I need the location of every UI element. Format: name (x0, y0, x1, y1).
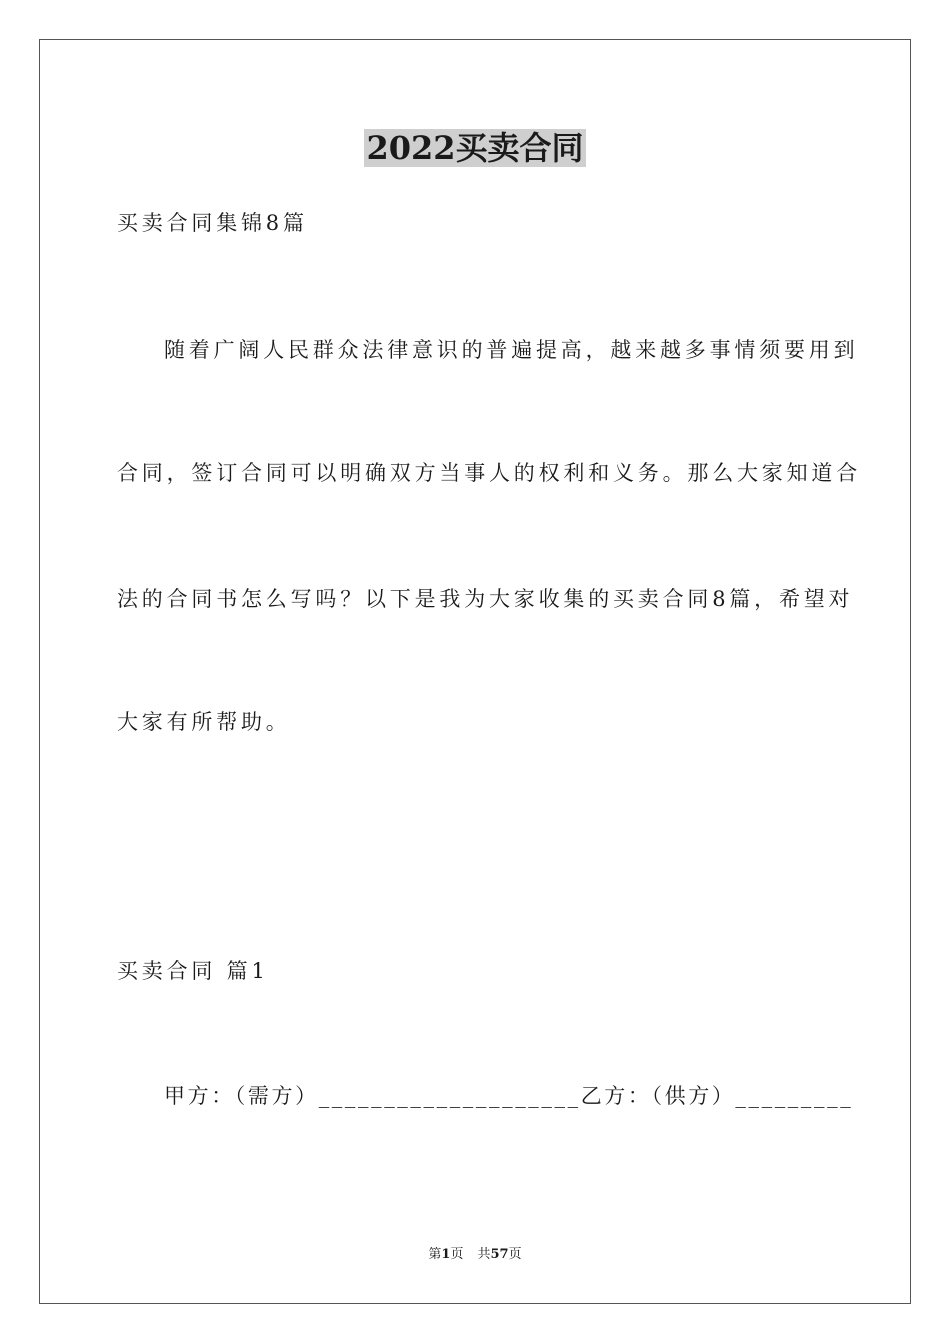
page-suffix: 页 (450, 1247, 464, 1262)
intro-line-1: 随着广阔人民群众法律意识的普遍提高，越来越多事情须要用到 (164, 338, 859, 362)
party-line: 甲方：（需方）____________________乙方：（供方）_________ (164, 1084, 854, 1108)
document-title-text: 2022买卖合同 (366, 129, 584, 167)
intro-line-3: 法的合同书怎么写吗？以下是我为大家收集的买卖合同8篇，希望对 (117, 587, 854, 611)
total-prefix: 共 (477, 1247, 491, 1262)
page-prefix: 第 (428, 1247, 442, 1262)
total-pages: 57 (490, 1247, 509, 1262)
document-title (0, 126, 950, 170)
section-heading: 买卖合同 篇1 (117, 959, 269, 983)
document-subtitle: 买卖合同集锦8篇 (117, 211, 308, 235)
page-footer (0, 1246, 950, 1264)
page-number: 1 (441, 1247, 451, 1262)
intro-line-4: 大家有所帮助。 (117, 710, 291, 734)
total-suffix: 页 (508, 1247, 522, 1262)
intro-line-2: 合同，签订合同可以明确双方当事人的权利和义务。那么大家知道合 (117, 461, 861, 485)
